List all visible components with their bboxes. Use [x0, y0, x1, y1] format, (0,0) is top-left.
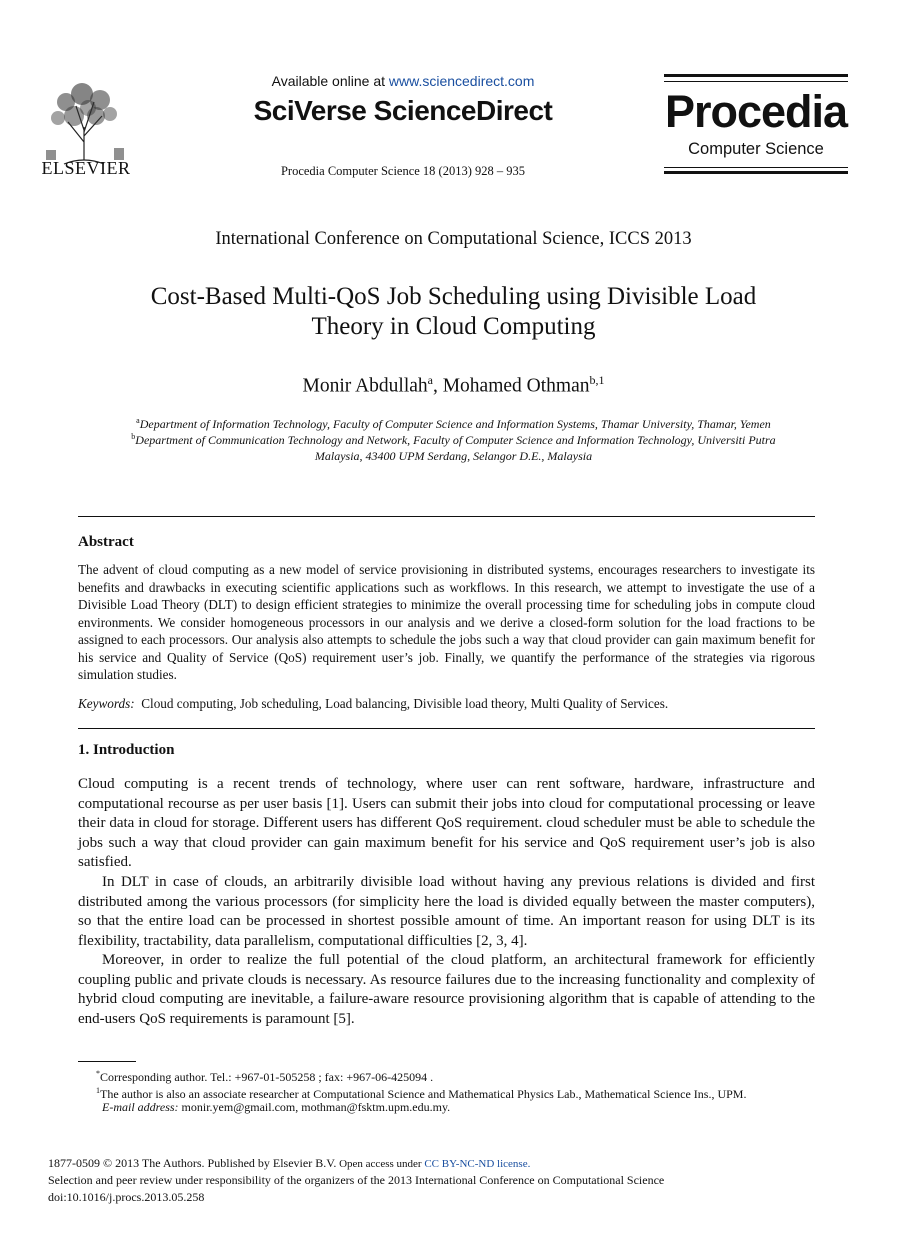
author-separator: ,: [432, 375, 443, 397]
copyright-text: 1877-0509 © 2013 The Authors. Published by Elsevier B.V.: [48, 1156, 337, 1170]
procedia-bar-bottom-thin: [664, 167, 848, 168]
publisher-name: ELSEVIER: [41, 158, 131, 178]
paper-title-line: Theory in Cloud Computing: [311, 313, 596, 340]
footnote-text: Corresponding author. Tel.: +967-01-505258 ; fax: +967-06-425094 .: [100, 1070, 434, 1084]
email-label: E-mail address:: [102, 1100, 179, 1114]
footnote-email: [102, 1099, 832, 1116]
footnote-text: The author is also an associate researcher at Computational Science and Mathematical Physics Lab., Mathematical Science Ins., UPM.: [100, 1087, 747, 1101]
author-list: [60, 373, 847, 398]
paper-title: [60, 282, 847, 342]
section-divider: [78, 728, 815, 729]
available-online: [230, 73, 576, 89]
email-addresses[interactable]: monir.yem@gmail.com, mothman@fsktm.upm.edu.my.: [181, 1100, 451, 1114]
procedia-bar-top: [664, 74, 848, 77]
open-access-text: Open access under: [336, 1158, 425, 1170]
author-name: Monir Abdullah: [302, 375, 428, 397]
procedia-subtitle: Computer Science: [688, 140, 824, 158]
author-affil-mark: b,1: [589, 373, 605, 387]
procedia-bar-bottom: [664, 171, 848, 174]
conference-name: International Conference on Computational Science, ICCS 2013: [215, 229, 692, 249]
footnote-mark: 1: [96, 1086, 100, 1095]
sciencedirect-link[interactable]: www.sciencedirect.com: [388, 73, 535, 89]
peer-review-line: Selection and peer review under responsibility of the organizers of the 2013 International Conference on Computational Science: [48, 1173, 665, 1187]
available-prefix: Available online at: [271, 73, 389, 89]
intro-paragraph-3: Moreover, in order to realize the full potential of the cloud platform, an architectural framework for efficiently coupling public and private clouds is necessary. As resource failures due to the increasing functionality and complexity of hybrid cloud computing are inevitable, a failure-aware resource provisioning algorithm that is capable of attending to the end-users QoS requirements is paramount [5].: [78, 952, 815, 1027]
section-divider: [78, 516, 815, 517]
paper-title-line: Cost-Based Multi-QoS Job Scheduling using Divisible Load: [150, 283, 757, 310]
introduction-heading: 1. Introduction: [78, 742, 175, 758]
keywords-label: Keywords:: [78, 696, 135, 711]
affiliation-text: Malaysia, 43400 UPM Serdang, Selangor D.E., Malaysia: [314, 448, 593, 463]
affiliation-text: Department of Information Technology, Faculty of Computer Science and Information Systems, Thamar University, Thamar, Yemen: [139, 417, 771, 431]
author-name: Mohamed Othman: [442, 375, 590, 397]
intro-paragraph-1: Cloud computing is a recent trends of technology, where user can rent software, hardware, infrastructure and computational recourse as per user basis [1]. Users can submit their jobs into cloud for computational processing or leave their data in cloud for storage. Different users has different QoS requirement. cloud scheduler must be able to schedule the jobs such a way that cloud provider can gain maximum benefit for his service and QoS requirement user’s job is also satisfied.: [78, 776, 815, 870]
footnote-divider: [78, 1061, 136, 1062]
keywords: [78, 696, 815, 712]
abstract-heading: Abstract: [78, 534, 134, 550]
procedia-logo: [664, 74, 848, 176]
affiliation-text: Department of Communication Technology and Network, Faculty of Computer Science and Information Technology, Universiti Putra: [135, 433, 776, 447]
author-affil-mark: a: [427, 373, 433, 387]
license-link[interactable]: CC BY-NC-ND license.: [424, 1158, 531, 1170]
procedia-title: Procedia: [664, 86, 848, 137]
platform-logo-text: SciVerse ScienceDirect: [253, 95, 553, 126]
footnote-mark: *: [96, 1069, 100, 1078]
journal-reference: Procedia Computer Science 18 (2013) 928 – 935: [280, 164, 526, 178]
keywords-list: Cloud computing, Job scheduling, Load balancing, Divisible load theory, Multi Quality of Services.: [141, 696, 669, 711]
procedia-bar-top-thin: [664, 81, 848, 82]
affiliation-b: [90, 429, 817, 464]
abstract-text: The advent of cloud computing as a new model of service provisioning in distributed systems, encourages researchers to investigate its benefits and drawbacks in executing scientific applications such as workflows. In this research, we attempt to investigate the use of a Divisible Load Theory (DLT) to design efficient strategies to minimize the overall processing time for scheduling jobs in compute cloud environments. We consider homogeneous processors in our analysis and we derive a closed-form solution for the load fractions to be assigned to each processors. Our analysis also attempts to schedule the jobs such a way that cloud provider can gain maximum benefit for his service and Quality of Service (QoS) requirement user’s job. Finally, we quantify the performance of the strategies via rigorous simulation studies.: [78, 562, 815, 682]
intro-paragraph-2: In DLT in case of clouds, an arbitrarily divisible load without having any previous relations is divided and first distributed among the various processors (for simplicity here the load is divided equally between the master computers), so that the entire load can be processed in shortest possible amount of time. An important reason for using DLT is its flexibility, tractability, data parallelism, computational difficulties [2, 3, 4].: [78, 874, 815, 949]
doi-line[interactable]: doi:10.1016/j.procs.2013.05.258: [48, 1190, 205, 1204]
copyright-line: [48, 1155, 868, 1173]
affiliation-mark: a: [136, 416, 140, 425]
affiliation-mark: b: [131, 432, 136, 441]
